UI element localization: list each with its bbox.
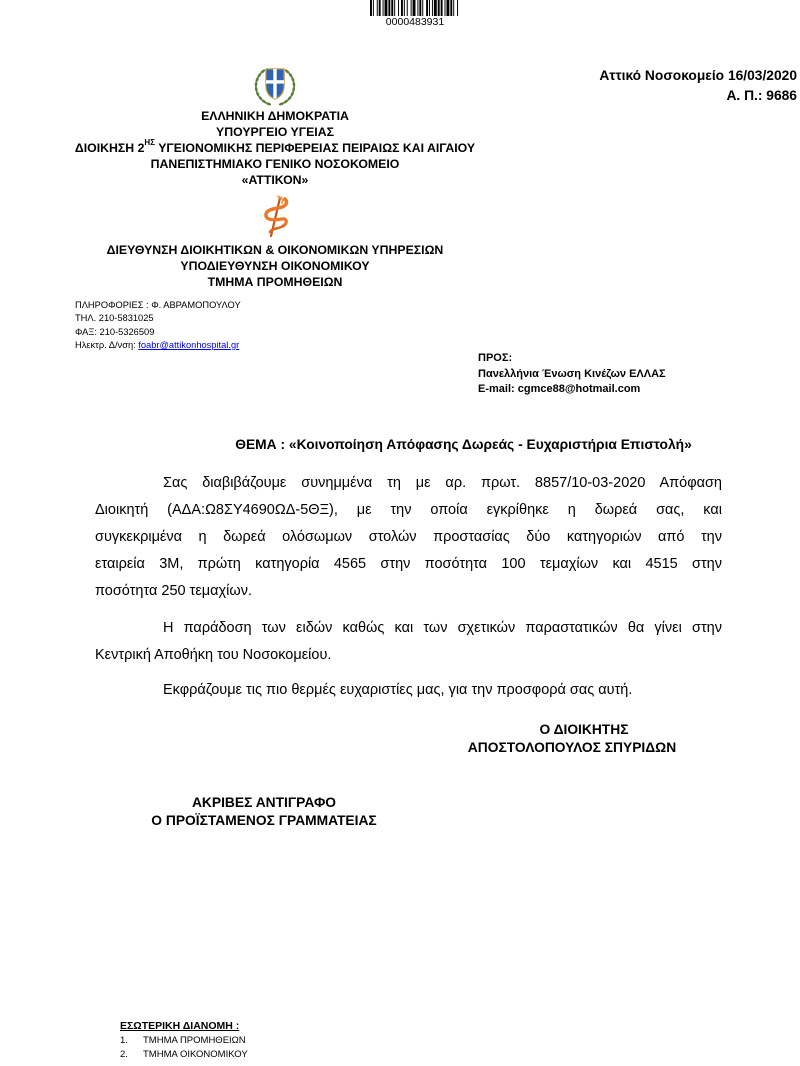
certified-copy-line: Ο ΠΡΟΪΣΤΑΜΕΝΟΣ ΓΡΑΜΜΑΤΕΙΑΣ: [151, 813, 377, 828]
distribution-heading: ΕΣΩΤΕΡΙΚΗ ΔΙΑΝΟΜΗ :: [120, 1020, 240, 1032]
barcode-bar: [388, 0, 390, 16]
logo-swoosh-lower: [270, 226, 283, 232]
body-paragraph: [95, 470, 722, 605]
republic-name: ΕΛΛΗΝΙΚΗ ΔΗΜΟΚΡΑΤΙΑ: [201, 109, 349, 123]
body-line: Σας διαβιβάζουμε συνημμένα τη με αρ. πρωτ. 8857/10-03-2020 Απόφαση: [163, 475, 722, 491]
place-date: Αττικό Νοσοκομείο 16/03/2020: [599, 68, 797, 83]
contact-fax: ΦΑΞ: 210-5326509: [75, 326, 155, 337]
ordinal-superscript: ΗΣ: [144, 138, 155, 147]
barcode-bar: [446, 0, 449, 16]
barcode-bar: [379, 0, 381, 16]
directorate-name: ΔΙΕΥΘΥΝΣΗ ΔΙΟΙΚΗΤΙΚΩΝ & ΟΙΚΟΝΟΜΙΚΩΝ ΥΠΗΡΕΣΙΩΝ: [106, 243, 444, 257]
barcode-bar: [434, 0, 437, 16]
hospital-name: «ΑΤΤΙΚΟΝ»: [241, 173, 309, 187]
barcode-bar: [422, 0, 423, 16]
barcode-bar: [383, 0, 384, 16]
distribution-item-number: 2.: [120, 1049, 128, 1060]
body-line: Διοικητή (ΑΔΑ:Ω8ΣΥ4690ΩΔ-5ΘΞ), με την οποία εγκρίθηκε η δωρεά σας, και: [95, 502, 722, 518]
contact-email-line: [75, 339, 241, 352]
recipient-name: Πανελλήνια Ένωση Κινέζων ΕΛΛΑΣ: [478, 367, 666, 380]
contact-phone: ΤΗΛ. 210-5831025: [75, 313, 154, 324]
certified-copy: [114, 794, 414, 830]
hospital-type: ΠΑΝΕΠΙΣΤΗΜΙΑΚΟ ΓΕΝΙΚΟ ΝΟΣΟΚΟΜΕΙΟ: [150, 157, 400, 171]
contact-email-link[interactable]: foabr@attikonhospital.gr: [138, 339, 240, 350]
barcode-bar: [426, 0, 428, 16]
body-line: Η παράδοση των ειδών καθώς και των σχετικών παραστατικών θα γίνει στην: [163, 620, 722, 636]
contact-info: [75, 299, 241, 352]
barcode-bar: [429, 0, 430, 16]
health-region-text-rest: ΥΓΕΙΟΝΟΜΙΚΗΣ ΠΕΡΙΦΕΡΕΙΑΣ ΠΕΙΡΑΙΩΣ ΚΑΙ ΑΙΓΑΙΟΥ: [155, 141, 476, 155]
barcode-bar: [377, 0, 378, 16]
body-line: Κεντρική Αποθήκη του Νοσοκομείου.: [95, 647, 332, 663]
body-paragraph: [95, 677, 722, 704]
document-reference: [599, 66, 797, 106]
laurel-leaf: [255, 81, 258, 87]
body-paragraph: [95, 615, 722, 669]
body-line: Εκφράζουμε τις πιο θερμές ευχαριστίες μας, για την προσφορά σας αυτή.: [163, 682, 633, 698]
barcode-bar: [404, 0, 405, 16]
certified-copy-line: ΑΚΡΙΒΕΣ ΑΝΤΙΓΡΑΦΟ: [191, 795, 337, 810]
barcode: [370, 0, 460, 16]
greek-coat-of-arms-icon: [252, 63, 298, 107]
barcode-bar: [401, 0, 403, 16]
barcode-bar: [450, 0, 452, 16]
barcode-bar: [413, 0, 416, 16]
ministry-name: ΥΠΟΥΡΓΕΙΟ ΥΓΕΙΑΣ: [216, 125, 334, 139]
protocol-number: Α. Π.: 9686: [726, 88, 797, 103]
barcode-bar: [417, 0, 418, 16]
department-name: ΤΜΗΜΑ ΠΡΟΜΗΘΕΙΩΝ: [207, 275, 343, 289]
barcode-bar: [373, 0, 374, 16]
barcode-bar: [457, 0, 458, 16]
body-line: εταιρεία 3Μ, πρώτη κατηγορία 4565 στην ποσότητα 100 τεμαχίων και 4515 στην: [95, 556, 722, 572]
barcode-bar: [441, 0, 443, 16]
letter-subject: ΘΕΜΑ : «Κοινοποίηση Απόφασης Δωρεάς - Ευχαριστήρια Επιστολή»: [235, 437, 692, 452]
signatory-title: Ο ΔΙΟΙΚΗΤΗΣ: [539, 722, 629, 737]
barcode-bar: [432, 0, 433, 16]
barcode-bar: [391, 0, 393, 16]
barcode-bar: [398, 0, 399, 16]
distribution-item: [120, 1034, 248, 1049]
health-region: [25, 140, 525, 156]
barcode-bar: [407, 0, 408, 16]
distribution-item-number: 1.: [120, 1034, 128, 1046]
barcode-bar: [445, 0, 446, 16]
barcode-bar: [411, 0, 412, 16]
barcode-bar: [453, 0, 454, 16]
letterhead-authority: [25, 108, 525, 188]
barcode-bar: [438, 0, 440, 16]
health-region-text: ΔΙΟΙΚΗΣΗ 2: [74, 141, 145, 155]
recipient-block: [478, 351, 666, 398]
distribution-item-text: ΤΜΗΜΑ ΠΡΟΜΗΘΕΙΩΝ: [143, 1034, 246, 1046]
barcode-bar: [385, 0, 388, 16]
subdirectorate-name: ΥΠΟΔΙΕΥΘΥΝΣΗ ΟΙΚΟΝΟΜΙΚΟΥ: [180, 259, 370, 273]
recipient-email: E-mail: cgmce88@hotmail.com: [478, 383, 641, 395]
contact-person: ΠΛΗΡΟΦΟΡΙΕΣ : Φ. ΑΒΡΑΜΟΠΟΥΛΟΥ: [75, 300, 241, 310]
contact-email-label: Ηλεκτρ. Δ/νση:: [75, 339, 136, 350]
laurel-leaf: [255, 86, 259, 92]
signatory-name: ΑΠΟΣΤΟΛΟΠΟΥΛΟΣ ΣΠΥΡΙΔΩΝ: [467, 740, 677, 755]
letterhead-department: [25, 242, 525, 290]
distribution-item: [120, 1048, 248, 1063]
barcode-number: 0000483931: [385, 16, 445, 28]
recipient-label: ΠΡΟΣ:: [478, 352, 513, 364]
body-line: συγκεκριμένα η δωρεά ολόσωμων στολών προστασίας δύο κατηγοριών από την: [95, 529, 722, 545]
barcode-bar: [370, 0, 372, 16]
laurel-leaf: [292, 86, 296, 92]
body-line: ποσότητα 250 τεμαχίων.: [95, 583, 252, 599]
barcode-bar: [394, 0, 395, 16]
internal-distribution: [120, 1019, 248, 1063]
attikon-hospital-logo-icon: [258, 195, 292, 238]
barcode-bar: [419, 0, 421, 16]
laurel-leaf: [292, 81, 295, 87]
distribution-item-text: ΤΜΗΜΑ ΟΙΚΟΝΟΜΙΚΟΥ: [143, 1049, 248, 1060]
